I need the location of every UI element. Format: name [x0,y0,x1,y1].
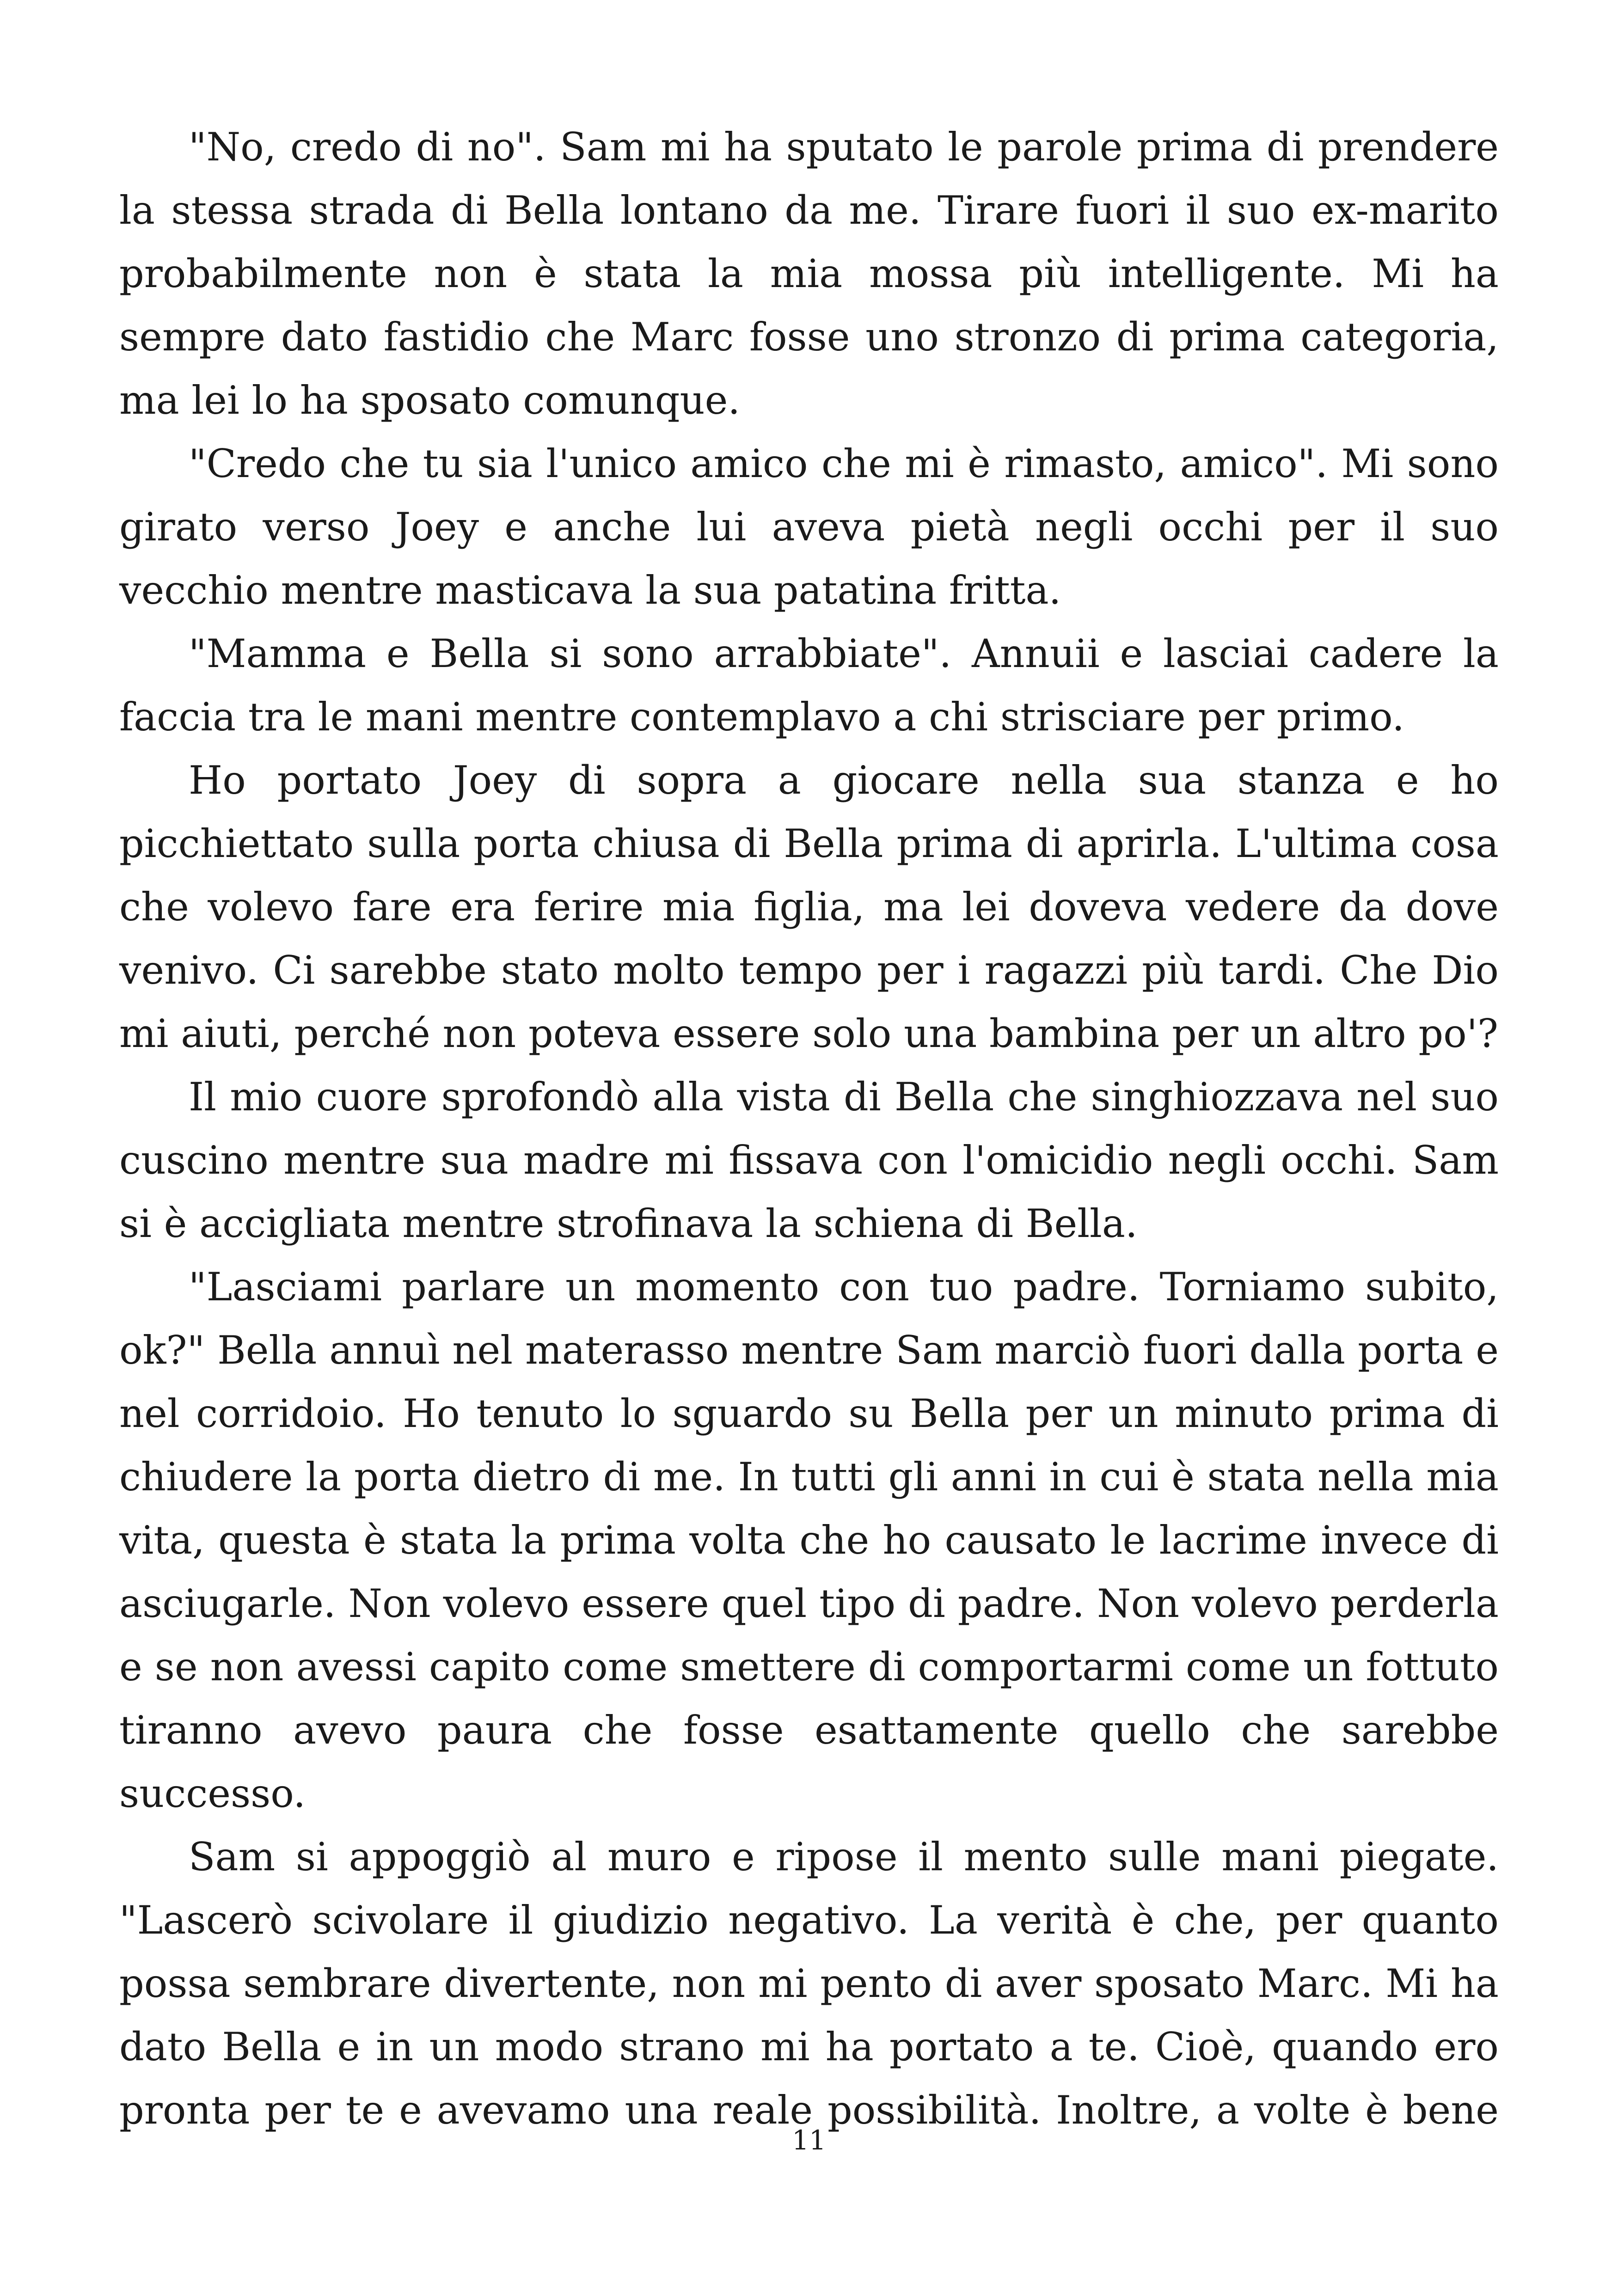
paragraph-5: Il mio cuore sprofondò alla vista di Bella che singhiozzava nel suo cuscino mentre sua madre mi fissava con l'omicidio negli occhi. Sam si è accigliata mentre strofinava la schiena di Bella. [119,1074,1499,1246]
paragraph-1: "No, credo di no". Sam mi ha sputato le parole prima di prendere la stessa strada di Bella lontano da me. Tirare fuori il suo ex-marito probabilmente non è stata la mia mossa più intelligente. Mi ha sempre dato fastidio che Marc fosse uno stronzo di prima categoria, ma lei lo ha sposato comunque. [119,124,1499,423]
paragraph-7: Sam si appoggiò al muro e ripose il mento sulle mani piegate. "Lascerò scivolare il giudizio negativo. La verità è che, per quanto possa sembrare divertente, non mi pento di aver sposato Marc. Mi ha dato Bella e in un modo strano mi ha portato a te. Cioè, quando ero pronta per te e avevamo una reale possibilità. Inoltre, a volte è bene [119,1834,1499,2133]
page-number: 11 [792,2125,826,2156]
paragraph-6: "Lasciami parlare un momento con tuo padre. Torniamo subito, ok?" Bella annuì nel materasso mentre Sam marciò fuori dalla porta e nel corridoio. Ho tenuto lo sguardo su Bella per un minuto prima di chiudere la porta dietro di me. In tutti gli anni in cui è stata nella mia vita, questa è stata la prima volta che ho causato le lacrime invece di asciugarle. Non volevo essere quel tipo di padre. Non volevo perderla e se non avessi capito come smettere di comportarmi come un fottuto tiranno avevo paura che fosse esattamente quello che sarebbe successo. [119,1264,1499,1816]
paragraph-4: Ho portato Joey di sopra a giocare nella sua stanza e ho picchiettato sulla porta chiusa di Bella prima di aprirla. L'ultima cosa che volevo fare era ferire mia figlia, ma lei doveva vedere da dove venivo. Ci sarebbe stato molto tempo per i ragazzi più tardi. Che Dio mi aiuti, perché non poteva essere solo una bambina per un altro po'? [119,758,1499,1056]
body-text [119,116,1499,2142]
paragraph-2: "Credo che tu sia l'unico amico che mi è rimasto, amico". Mi sono girato verso Joey e anche lui aveva pietà negli occhi per il suo vecchio mentre masticava la sua patatina fritta. [119,441,1499,613]
paragraph-3: "Mamma e Bella si sono arrabbiate". Annuii e lasciai cadere la faccia tra le mani mentre contemplavo a chi strisciare per primo. [119,631,1499,740]
